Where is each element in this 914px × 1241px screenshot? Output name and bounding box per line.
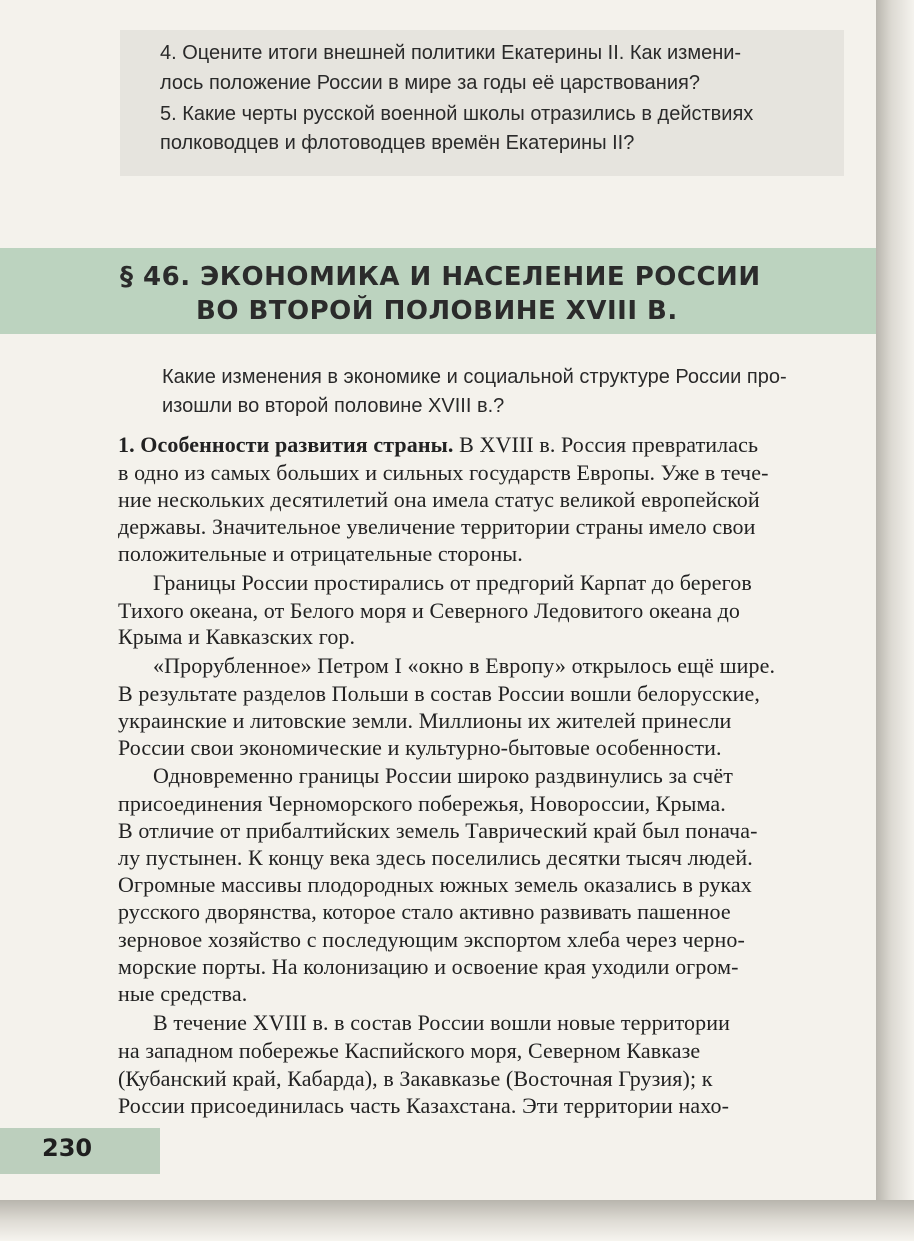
paragraph-line: зерновое хозяйство с последующим экспортом хлеба через черно- xyxy=(118,927,745,952)
page-number: 230 xyxy=(42,1134,93,1162)
paragraph-line: Тихого океана, от Белого моря и Северного Ледовитого океана до xyxy=(118,598,741,623)
paragraph-line: положительные и отрицательные стороны. xyxy=(118,541,523,566)
paragraph-line: России свои экономические и культурно-бытовые особенности. xyxy=(118,735,722,760)
question-line: лось положение России в мире за годы её царствования? xyxy=(160,72,700,94)
paragraph-line: русского дворянства, которое стало активно развивать пашенное xyxy=(118,899,731,924)
lead-question-line: Какие изменения в экономике и социальной структуре России про- xyxy=(162,366,787,388)
paragraph-first-line xyxy=(118,432,758,458)
paragraph-line: ние нескольких десятилетий она имела статус великой европейской xyxy=(118,487,760,512)
paragraph-line: в одно из самых больших и сильных государств Европы. Уже в тече- xyxy=(118,460,769,485)
paragraph-line: морские порты. На колонизацию и освоение края уходили огром- xyxy=(118,954,739,979)
paragraph-line: В течение XVIII в. в состав России вошли новые территории xyxy=(153,1010,730,1035)
question-line: 5. Какие черты русской военной школы отразились в действиях xyxy=(160,103,754,125)
paragraph-line: украинские и литовские земли. Миллионы их жителей принесли xyxy=(118,708,732,733)
question-line: 4. Оцените итоги внешней политики Екатерины II. Как измени- xyxy=(160,42,742,64)
lead-question-line: изошли во второй половине XVIII в.? xyxy=(162,395,505,417)
paragraph-line: В отличие от прибалтийских земель Таврический край был понача- xyxy=(118,818,758,843)
paragraph-line: на западном побережье Каспийского моря, Северном Кавказе xyxy=(118,1038,701,1063)
paragraph-line: «Прорубленное» Петром I «окно в Европу» открылось ещё шире. xyxy=(153,653,776,678)
paragraph-line: Границы России простирались от предгорий Карпат до берегов xyxy=(153,570,752,595)
paragraph-line: Огромные массивы плодородных южных земель оказались в руках xyxy=(118,872,752,897)
paragraph-line: России присоединилась часть Казахстана. Эти территории нахо- xyxy=(118,1093,730,1118)
paragraph-line: Одновременно границы России широко раздвинулись за счёт xyxy=(153,763,733,788)
paragraph-line: присоединения Черноморского побережья, Новороссии, Крыма. xyxy=(118,791,726,816)
section-heading-line-2: ВО ВТОРОЙ ПОЛОВИНЕ XVIII В. xyxy=(196,296,678,326)
section-heading-line-1: § 46. ЭКОНОМИКА И НАСЕЛЕНИЕ РОССИИ xyxy=(120,262,761,292)
paragraph-line: лу пустынен. К концу века здесь поселились десятки тысяч людей. xyxy=(118,845,753,870)
page-edge-shadow xyxy=(876,0,914,1241)
subsection-title: 1. Особенности развития страны. xyxy=(118,432,454,457)
page-bottom-shadow xyxy=(0,1200,914,1241)
paragraph-line: В результате разделов Польши в состав России вошли белорусские, xyxy=(118,681,760,706)
paragraph-text: В XVIII в. Россия превратилась xyxy=(453,432,759,457)
paragraph-line: (Кубанский край, Кабарда), в Закавказье (Восточная Грузия); к xyxy=(118,1066,713,1091)
paragraph-line: Крыма и Кавказских гор. xyxy=(118,624,356,649)
question-line: полководцев и флотоводцев времён Екатерины II? xyxy=(160,132,635,154)
paragraph-line: ные средства. xyxy=(118,981,248,1006)
paragraph-line: державы. Значительное увеличение территории страны имело свои xyxy=(118,514,756,539)
